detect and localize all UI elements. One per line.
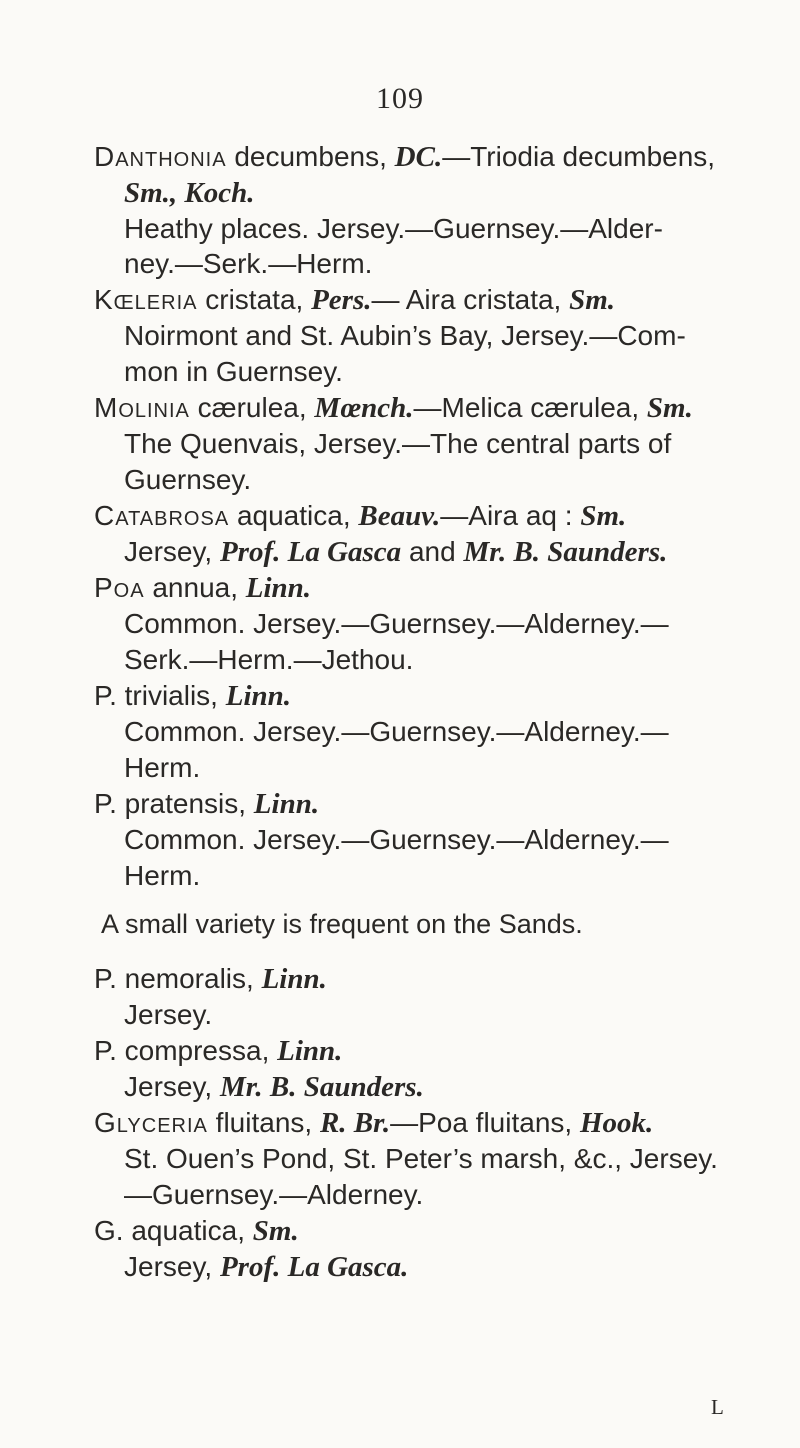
synonym-authority: Sm.: [646, 392, 693, 424]
species-text: annua,: [144, 572, 246, 603]
authority: Linn.: [225, 680, 292, 712]
species-text: P. nemoralis,: [94, 963, 262, 994]
locality-line: ney.—Serk.—Herm.: [124, 248, 373, 279]
locality-line: Guernsey.: [124, 464, 252, 495]
entry-heading-glyceria: [94, 1106, 653, 1140]
note-line: A small variety is frequent on the Sands.: [101, 909, 583, 939]
locality-line: mon in Guernsey.: [124, 356, 343, 387]
authority: Mœnch.: [314, 392, 414, 424]
authority: Pers.: [311, 284, 372, 316]
locality-line: St. Ouen’s Pond, St. Peter’s marsh, &c., Jersey.: [124, 1143, 718, 1174]
page-number: 109: [376, 82, 424, 115]
synonym-authority-line: [124, 176, 255, 210]
locality-line: Jersey.: [124, 999, 213, 1030]
entry-heading-poa-compressa: [94, 1034, 342, 1068]
locality-line: [124, 1070, 424, 1104]
synonym-text: —Triodia decumbens,: [442, 141, 716, 172]
synonym-authority: Sm.: [580, 500, 627, 532]
authority: Linn.: [277, 1035, 343, 1067]
authority: Sm., Koch.: [124, 177, 255, 209]
species-text: aquatica,: [229, 500, 359, 531]
species-text: P. trivialis,: [94, 680, 226, 711]
collector-name: Prof. La Gasca.: [219, 1251, 409, 1283]
locality-line: Herm.: [124, 752, 201, 783]
entry-heading-poa-pratensis: [94, 787, 319, 821]
authority: Beauv.: [358, 500, 441, 532]
genus-name: Molinia: [94, 392, 190, 423]
collector-name: Prof. La Gasca: [219, 536, 402, 568]
entry-heading-poa-trivialis: [94, 679, 291, 713]
locality-line: [124, 1250, 408, 1284]
locality-line: Heathy places. Jersey.—Guernsey.—Alder-: [124, 213, 663, 244]
locality-text: Jersey,: [124, 536, 220, 567]
entry-heading-glyceria-aquatica: [94, 1214, 299, 1248]
species-text: cærulea,: [189, 392, 315, 423]
species-text: P. pratensis,: [94, 788, 254, 819]
locality-line: The Quenvais, Jersey.—The central parts of: [124, 428, 672, 459]
entry-heading-koeleria: [94, 283, 615, 317]
species-text: decumbens,: [226, 141, 395, 172]
authority: DC.: [394, 141, 443, 173]
genus-name: Catabrosa: [94, 500, 230, 531]
entry-heading-molinia: [94, 391, 693, 425]
locality-text: Jersey,: [124, 1071, 220, 1102]
authority: Linn.: [245, 572, 312, 604]
locality-line: Common. Jersey.—Guernsey.—Alderney.—: [124, 716, 669, 747]
synonym-authority: Sm.: [569, 284, 616, 316]
locality-line: Common. Jersey.—Guernsey.—Alderney.—: [124, 824, 669, 855]
genus-name: Poa: [94, 572, 145, 603]
authority: Linn.: [253, 788, 320, 820]
locality-line: Serk.—Herm.—Jethou.: [124, 644, 414, 675]
authority: Linn.: [261, 963, 327, 995]
authority: Sm.: [252, 1215, 299, 1247]
synonym-text: —Poa fluitans,: [390, 1107, 580, 1138]
entry-heading-danthonia: [94, 140, 715, 174]
locality-line: Herm.: [124, 860, 201, 891]
genus-name: Kœleria: [94, 284, 198, 315]
collector-name: Mr. B. Saunders.: [463, 536, 668, 568]
synonym-text: —Aira aq :: [440, 500, 581, 531]
synonym-text: — Aira cristata,: [371, 284, 570, 315]
locality-line: Noirmont and St. Aubin’s Bay, Jersey.—Com-: [124, 320, 686, 351]
entry-heading-poa-nemoralis: [94, 962, 327, 996]
species-text: fluitans,: [207, 1107, 320, 1138]
locality-text: Jersey,: [124, 1251, 220, 1282]
signature-mark: L: [711, 1395, 724, 1419]
entry-heading-catabrosa: [94, 499, 626, 533]
authority: R. Br.: [319, 1107, 391, 1139]
synonym-authority: Hook.: [579, 1107, 654, 1139]
entry-heading-poa-annua: [94, 571, 311, 605]
collector-name: Mr. B. Saunders.: [219, 1071, 424, 1103]
species-text: G. aquatica,: [94, 1215, 253, 1246]
locality-line: —Guernsey.—Alderney.: [124, 1179, 424, 1210]
genus-name: Glyceria: [94, 1107, 208, 1138]
species-text: P. compressa,: [94, 1035, 278, 1066]
species-text: cristata,: [197, 284, 312, 315]
locality-line: [124, 535, 667, 569]
locality-text: and: [401, 536, 464, 567]
genus-name: Danthonia: [94, 141, 227, 172]
locality-line: Common. Jersey.—Guernsey.—Alderney.—: [124, 608, 669, 639]
synonym-text: —Melica cærulea,: [413, 392, 647, 423]
